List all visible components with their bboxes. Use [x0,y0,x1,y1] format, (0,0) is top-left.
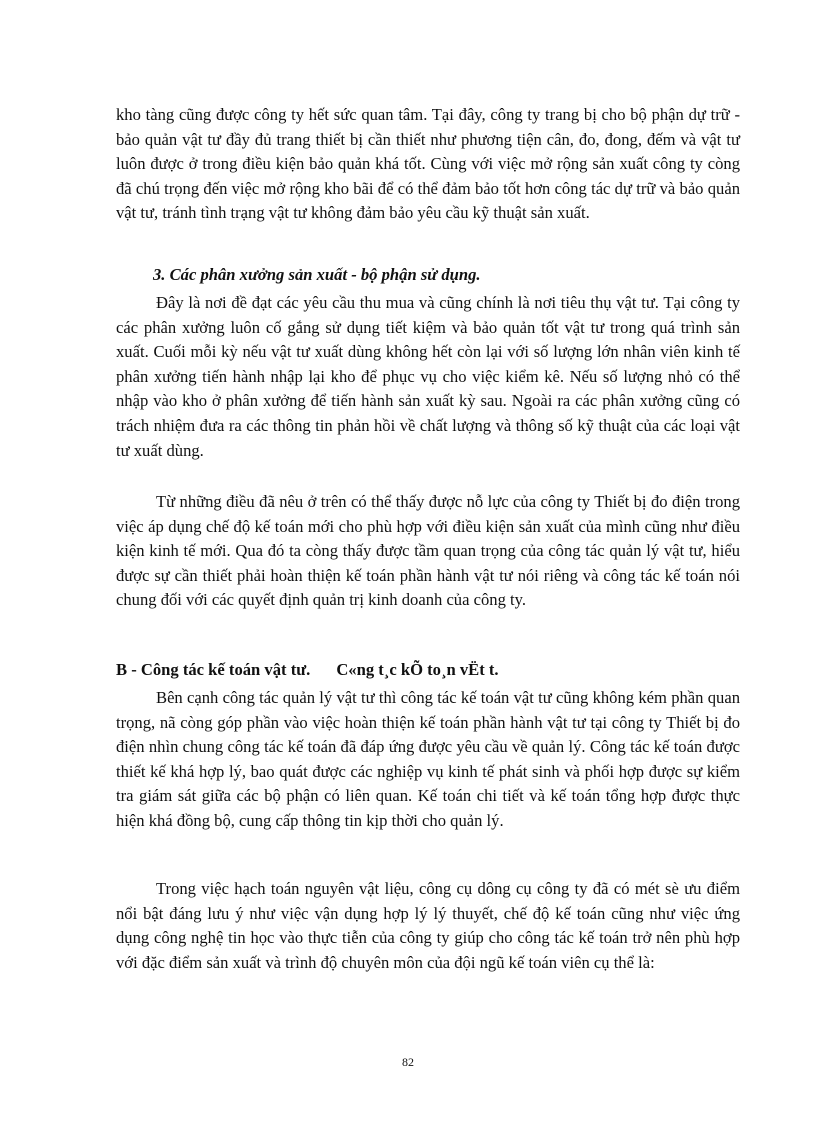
paragraph-advantages: Trong việc hạch toán nguyên vật liệu, công cụ dông cụ công ty đã có mét sè ưu điểm nổi bật đáng lưu ý như việc vận dụng hợp lý lý thuyết, chế độ kế toán cũng như việc ứng dụng công nghệ tin học vào thực tiễn của công ty giúp cho công tác kế toán trở nên phù hợp với đặc điểm sản xuất và trình độ chuyên môn của đội ngũ kế toán viên cụ thể là: [116,879,740,972]
paragraph-workshops: Đây là nơi đề đạt các yêu cầu thu mua và cũng chính là nơi tiêu thụ vật tư. Tại công ty các phân xưởng luôn cố gắng sử dụng tiết kiệm và bảo quản tốt vật tư trong quá trình sản xuất. Cuối mỗi kỳ nếu vật tư xuất dùng không hết còn lại với số lượng lớn nhân viên kinh tế phân xưởng tiến hành nhập lại kho để phục vụ cho việc kiểm kê. Nếu số lượng nhỏ có thể nhập vào kho ở phân xưởng để tiến hành sản xuất kỳ sau. Ngoài ra các phân xưởng cũng có trách nhiệm đưa ra các thông tin phản hồi về chất lượng và thông số kỹ thuật của các loại vật tư xuất dùng. [116,293,740,460]
section-heading-b-garbled: C«ng t¸c kÕ to¸n vËt t. [336,660,499,679]
section-heading-3: 3. Các phân xưởng sản xuất - bộ phận sử dụng. [153,265,481,284]
section-heading-b-title: B - Công tác kế toán vật tư. [116,660,311,679]
paragraph-conclusion: Từ những điều đã nêu ở trên có thể thấy được nỗ lực của công ty Thiết bị đo điện trong việc áp dụng chế độ kế toán mới cho phù hợp với điều kiện sản xuất của mình cũng như điều kiện kinh tế mới. Qua đó ta còng thấy được tầm quan trọng của công tác quản lý vật tư, hiểu được sự cần thiết phải hoàn thiện kế toán phần hành vật tư nói riêng và công tác kế toán nói chung đối với các quyết định quản trị kinh doanh của công ty. [116,492,740,610]
page-number: 82 [402,1055,414,1069]
paragraph-storage: kho tàng cũng được công ty hết sức quan tâm. Tại đây, công ty trang bị cho bộ phận dự trữ - bảo quản vật tư đầy đủ trang thiết bị cần thiết như phương tiện cân, đo, đong, đếm và vật tư luôn được ở trong điều kiện bảo quản khá tốt. Cùng với việc mở rộng sản xuất công ty còng đã chú trọng đến việc mở rộng kho bãi để có thể đảm bảo tốt hơn công tác dự trữ và bảo quản vật tư, tránh tình trạng vật tư không đảm bảo yêu cầu kỹ thuật sản xuất. [116,105,740,223]
paragraph-accounting: Bên cạnh công tác quản lý vật tư thì công tác kế toán vật tư cũng không kém phần quan trọng, nã còng góp phần vào việc hoàn thiện kế toán phần hành vật tư tại công ty Thiết bị đo điện nhìn chung công tác kế toán đã đáp ứng được yêu cầu về quản lý. Công tác kế toán được thiết kế khá hợp lý, bao quát được các nghiệp vụ kinh tế phát sinh và phối hợp được sự kiểm tra giám sát giữa các bộ phận có liên quan. Kế toán chi tiết và kế toán tổng hợp được thực hiện khá đồng bộ, cung cấp thông tin kịp thời cho quản lý. [116,688,740,830]
section-heading-b [116,660,499,680]
